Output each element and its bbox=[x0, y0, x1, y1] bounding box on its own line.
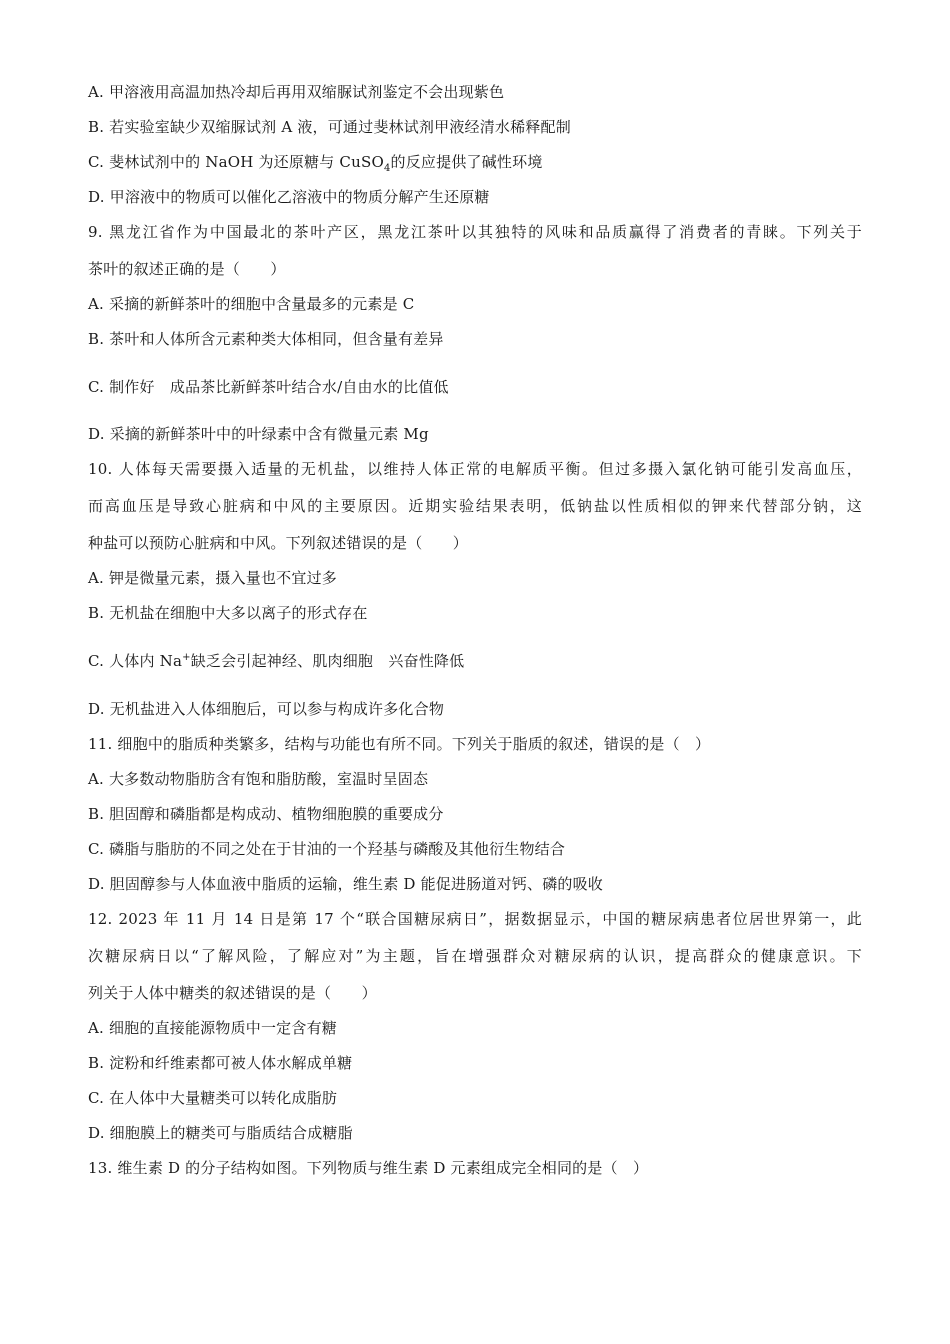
q10-stem-line-1: 10. 人体每天需要摄入适量的无机盐，以维持人体正常的电解质平衡。但过多摄入氯化钠可能引发高血压， bbox=[88, 460, 862, 478]
q12-stem-line-2: 次糖尿病日以“了解风险，了解应对”为主题，旨在增强群众对糖尿病的认识，提高群众的健康意识。下 bbox=[88, 947, 862, 965]
q9-option-a: A. 采摘的新鲜茶叶的细胞中含量最多的元素是 C bbox=[88, 295, 415, 313]
q9-option-b: B. 茶叶和人体所含元素种类大体相同，但含量有差异 bbox=[88, 330, 444, 348]
q12-stem-line-1: 12. 2023 年 11 月 14 日是第 17 个“联合国糖尿病日”，据数据显示，中国的糖尿病患者位居世界第一，此 bbox=[88, 910, 862, 928]
q10-option-a: A. 钾是微量元素，摄入量也不宜过多 bbox=[88, 569, 337, 587]
q8-option-b: B. 若实验室缺少双缩脲试剂 A 液，可通过斐林试剂甲液经清水稀释配制 bbox=[88, 118, 571, 136]
q11-stem: 11. 细胞中的脂质种类繁多，结构与功能也有所不同。下列关于脂质的叙述，错误的是（ ） bbox=[88, 735, 711, 753]
q12-stem-line-3: 列关于人体中糖类的叙述错误的是（ ） bbox=[88, 984, 377, 1002]
q9-option-d: D. 采摘的新鲜茶叶中的叶绿素中含有微量元素 Mg bbox=[88, 425, 429, 443]
q11-option-d: D. 胆固醇参与人体血液中脂质的运输，维生素 D 能促进肠道对钙、磷的吸收 bbox=[88, 875, 603, 893]
q9-stem-line-2: 茶叶的叙述正确的是（ ） bbox=[88, 260, 286, 278]
q10-option-c bbox=[88, 651, 862, 671]
q8-option-c-text-end: 的反应提供了碱性环境 bbox=[390, 153, 543, 171]
q8-option-a: A. 甲溶液用高温加热冷却后再用双缩脲试剂鉴定不会出现紫色 bbox=[88, 83, 505, 101]
q11-option-b: B. 胆固醇和磷脂都是构成动、植物细胞膜的重要成分 bbox=[88, 805, 444, 823]
q8-option-d: D. 甲溶液中的物质可以催化乙溶液中的物质分解产生还原糖 bbox=[88, 188, 490, 206]
q12-option-c: C. 在人体中大量糖类可以转化成脂肪 bbox=[88, 1089, 338, 1107]
q10-option-c-text: C. 人体内 Na bbox=[88, 652, 183, 670]
q10-option-b: B. 无机盐在细胞中大多以离子的形式存在 bbox=[88, 604, 368, 622]
q11-option-a: A. 大多数动物脂肪含有饱和脂肪酸，室温时呈固态 bbox=[88, 770, 429, 788]
q8-option-c-subscript: 4 bbox=[383, 163, 391, 174]
q12-option-d: D. 细胞膜上的糖类可与脂质结合成糖脂 bbox=[88, 1124, 353, 1142]
q11-option-c: C. 磷脂与脂肪的不同之处在于甘油的一个羟基与磷酸及其他衍生物结合 bbox=[88, 840, 566, 858]
q8-option-c bbox=[88, 152, 862, 172]
q12-option-a: A. 细胞的直接能源物质中一定含有糖 bbox=[88, 1019, 337, 1037]
q10-stem-line-3: 种盐可以预防心脏病和中风。下列叙述错误的是（ ） bbox=[88, 534, 469, 552]
q8-option-c-text: C. 斐林试剂中的 NaOH 为还原糖与 CuSO bbox=[88, 153, 384, 171]
q13-stem: 13. 维生素 D 的分子结构如图。下列物质与维生素 D 元素组成完全相同的是（ ） bbox=[88, 1159, 649, 1177]
q9-option-c: C. 制作好 成品茶比新鲜茶叶结合水/自由水的比值低 bbox=[88, 378, 449, 396]
q9-stem-line-1: 9. 黑龙江省作为中国最北的茶叶产区，黑龙江茶叶以其独特的风味和品质赢得了消费者的青睐。下列关于 bbox=[88, 223, 862, 241]
q10-option-c-superscript: + bbox=[182, 652, 191, 663]
q12-option-b: B. 淀粉和纤维素都可被人体水解成单糖 bbox=[88, 1054, 353, 1072]
q10-option-c-text-end: 缺乏会引起神经、肌肉细胞 兴奋性降低 bbox=[190, 652, 465, 670]
q10-stem-line-2: 而高血压是导致心脏病和中风的主要原因。近期实验结果表明，低钠盐以性质相似的钾来代替部分钠，这 bbox=[88, 497, 862, 515]
q10-option-d: D. 无机盐进入人体细胞后，可以参与构成许多化合物 bbox=[88, 700, 445, 718]
